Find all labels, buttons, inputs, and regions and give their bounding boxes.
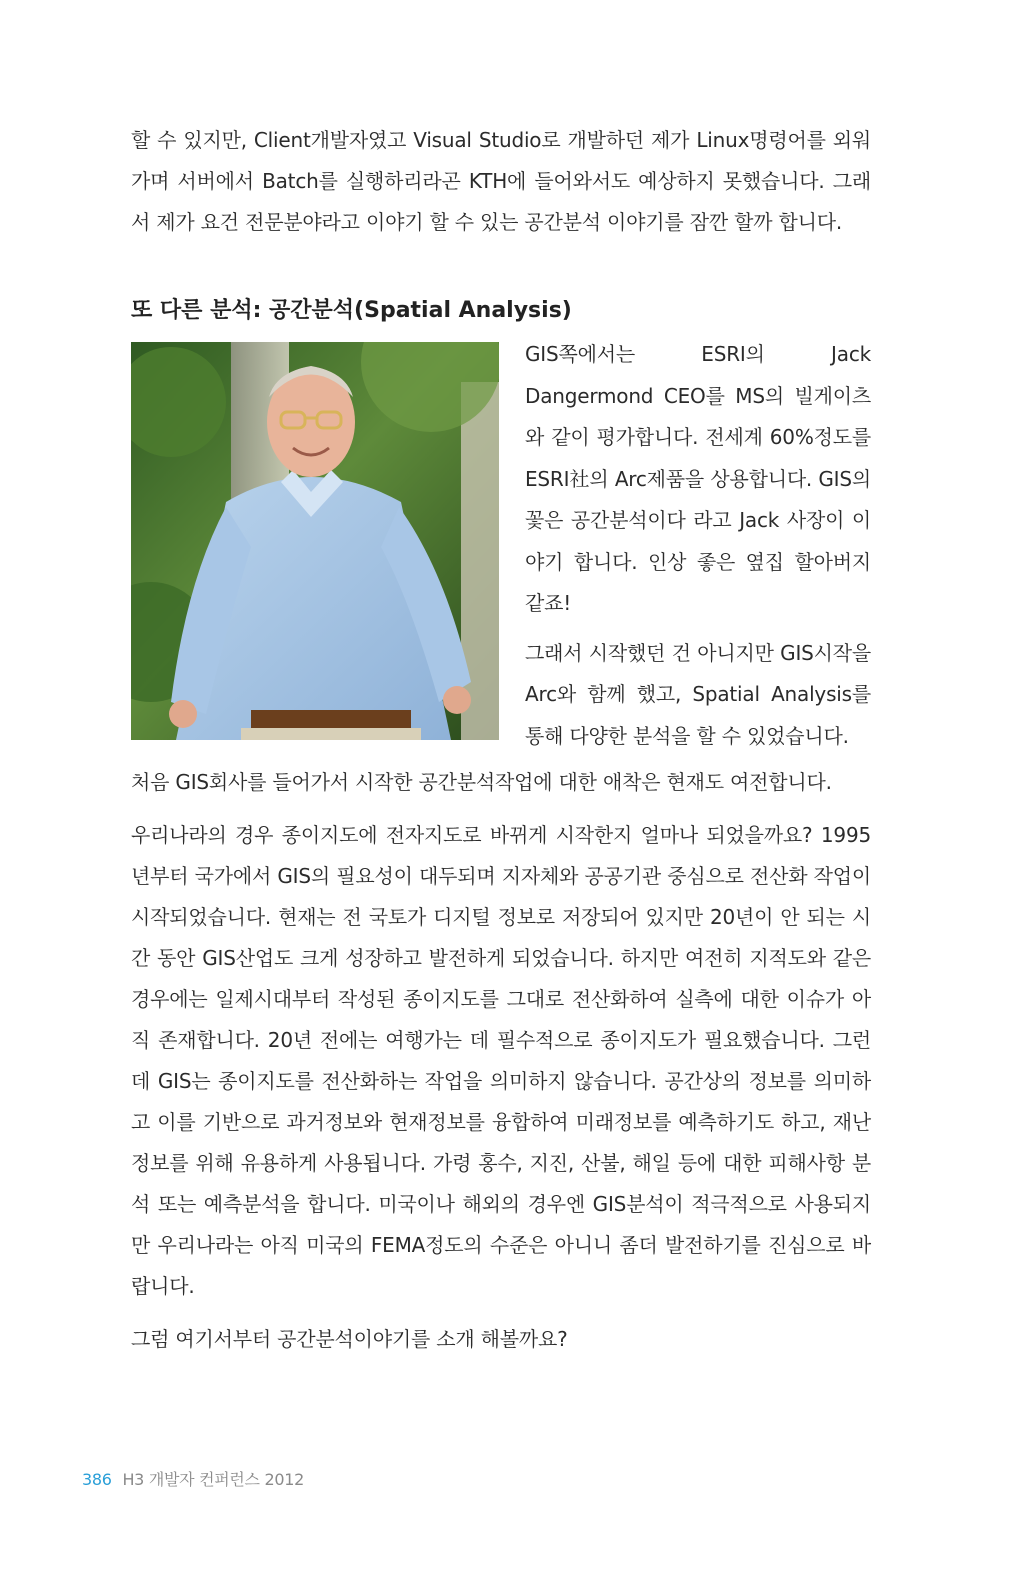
figure-block: [131, 342, 871, 762]
side-paragraph-2: 그래서 시작했던 건 아니지만 GIS시작을 Arc와 함께 했고, Spatial Analysis를 통해 다양한 분석을 할 수 있었습니다.: [525, 640, 871, 748]
side-text: [525, 334, 871, 757]
paragraph-5: 그럼 여기서부터 공간분석이야기를 소개 해볼까요?: [131, 1327, 568, 1351]
conference-title: H3 개발자 컨퍼런스 2012: [122, 1470, 305, 1489]
intro-paragraph: 할 수 있지만, Client개발자였고 Visual Studio로 개발하던 제가 Linux명령어를 외워가며 서버에서 Batch를 실행하리라곤 KTH에 들어와서도 예상하지 못했습니다. 그래서 제가 요건 전문분야라고 이야기 할 수 있는 공간분석 이야기를 잠깐 할까 합니다.: [131, 128, 871, 234]
page-content: [131, 120, 871, 1360]
paragraph-4: 우리나라의 경우 종이지도에 전자지도로 바뀌게 시작한지 얼마나 되었을까요? 1995년부터 국가에서 GIS의 필요성이 대두되며 지자체와 공공기관 중심으로 전산화 작업이 시작되었습니다. 현재는 전 국토가 디지털 정보로 저장되어 있지만 20년이 안 되는 시간 동안 GIS산업도 크게 성장하고 발전하게 되었습니다. 하지만 여전히 지적도와 같은 경우에는 일제시대부터 작성된 종이지도를 그대로 전산화하여 실측에 대한 이슈가 아직 존재합니다. 20년 전에는 여행가는 데 필수적으로 종이지도가 필요했습니다. 그런데 GIS는 종이지도를 전산화하는 작업을 의미하지 않습니다. 공간상의 정보를 의미하고 이를 기반으로 과거정보와 현재정보를 융합하여 미래정보를 예측하기도 하고, 재난정보를 위해 유용하게 사용됩니다. 가령 홍수, 지진, 산불, 해일 등에 대한 피해사항 분석 또는 예측분석을 합니다. 미국이나 해외의 경우엔 GIS분석이 적극적으로 사용되지만 우리나라는 아직 미국의 FEMA정도의 수준은 아니니 좀더 발전하기를 진심으로 바랍니다.: [131, 823, 871, 1298]
page-number: 386: [82, 1470, 112, 1489]
paragraph-3: 처음 GIS회사를 들어가서 시작한 공간분석작업에 대한 애착은 현재도 여전합니다.: [131, 770, 832, 794]
section-heading: 또 다른 분석: 공간분석(Spatial Analysis): [131, 298, 572, 323]
side-paragraph-1: GIS쪽에서는 ESRI의 Jack Dangermond CEO를 MS의 빌게이츠와 같이 평가합니다. 전세계 60%정도를 ESRI社의 Arc제품을 상용합니다. GIS의 꽃은 공간분석이다 라고 Jack 사장이 이야기 합니다. 인상 좋은 옆집 할아버지 같죠!: [525, 342, 871, 615]
portrait-illustration: [131, 342, 499, 740]
portrait-photo: [131, 342, 499, 740]
page-footer: [82, 1467, 304, 1490]
